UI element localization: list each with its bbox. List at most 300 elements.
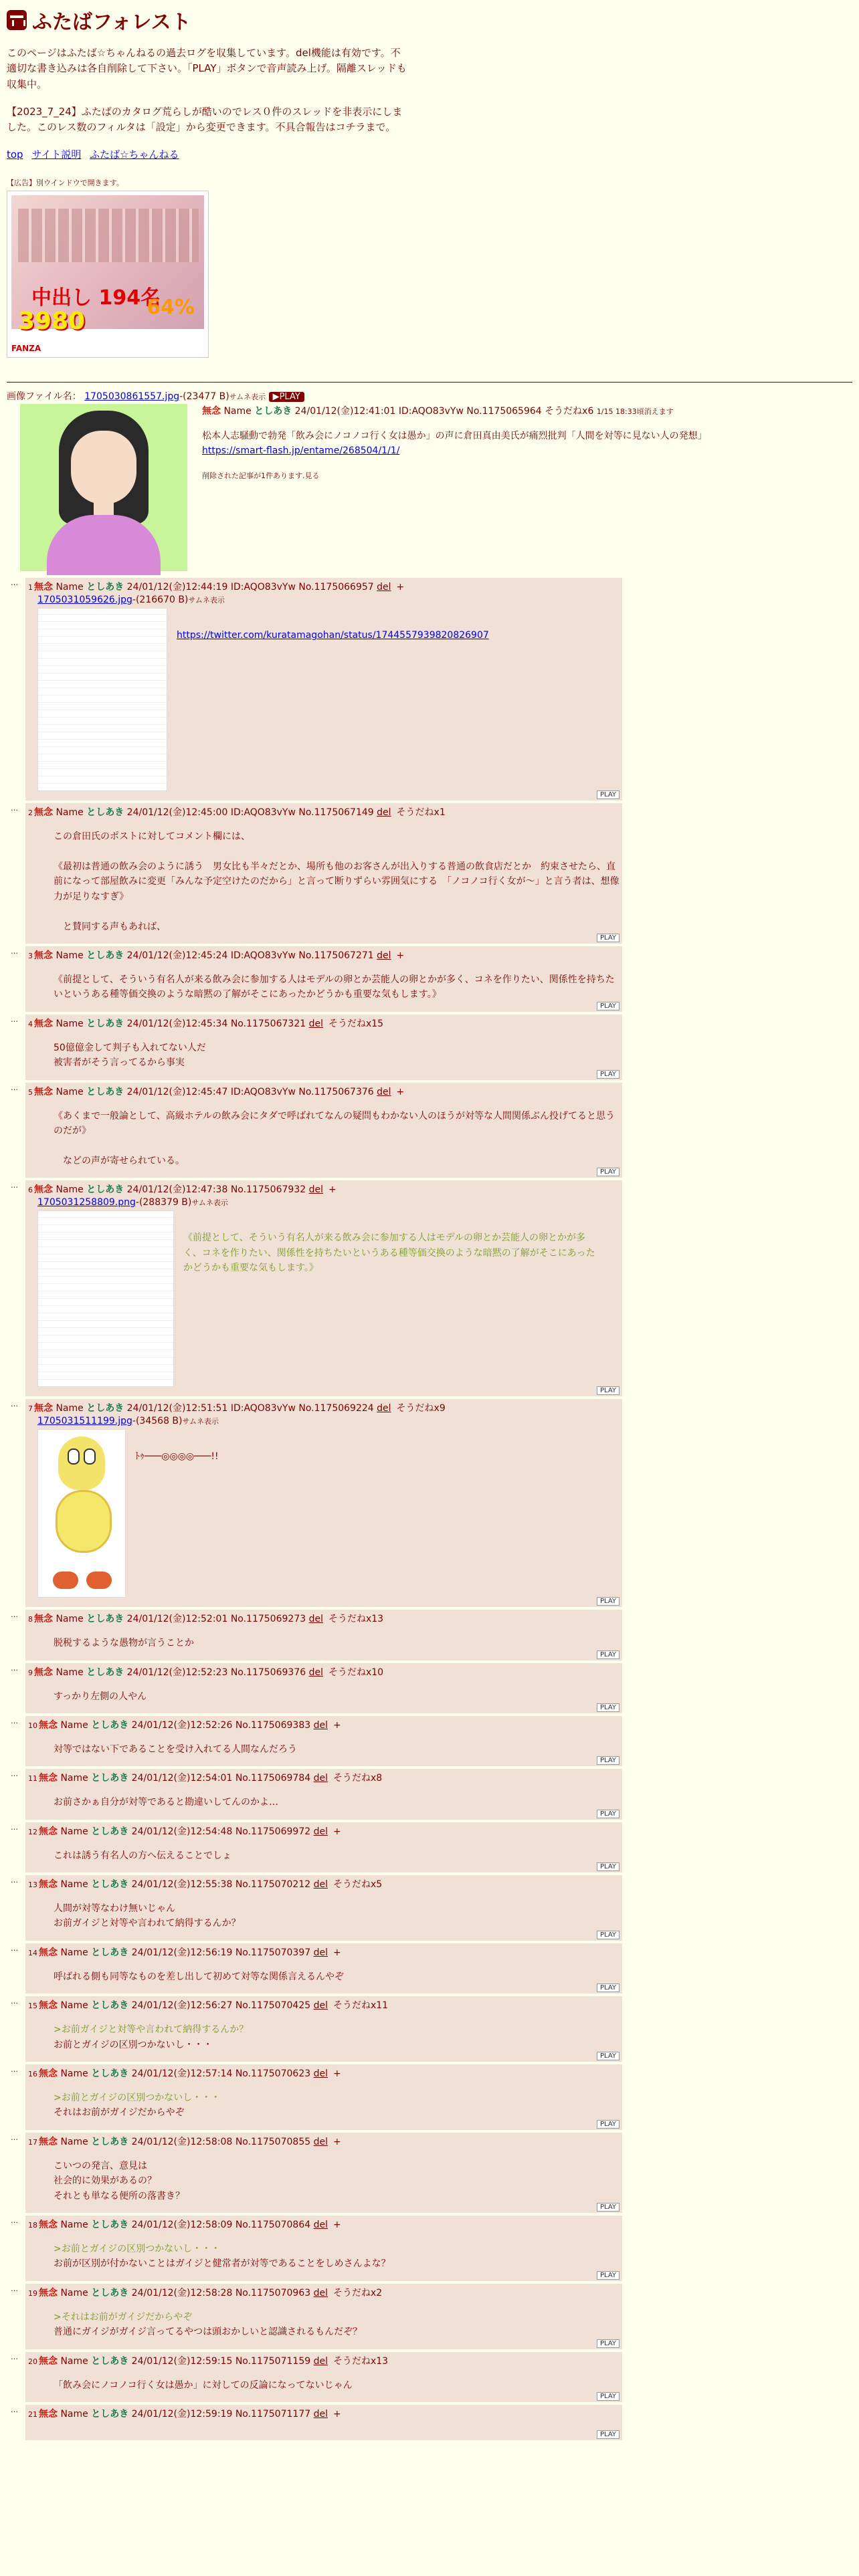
reply-subject: 無念 xyxy=(34,1086,53,1097)
reply-post xyxy=(25,1943,622,1994)
del-button[interactable]: del xyxy=(313,2000,328,2012)
site-logo-icon[interactable] xyxy=(7,10,27,30)
op-play-button[interactable]: ▶PLAY xyxy=(269,392,304,402)
reply-datetime: 24/01/12(金)12:58:09 xyxy=(131,2219,233,2230)
op-image[interactable] xyxy=(20,404,187,571)
reply-post xyxy=(25,2284,622,2349)
reply-name: としあき xyxy=(91,1826,129,1837)
reply-file-line xyxy=(37,1197,622,1208)
reply-play-button[interactable]: PLAY xyxy=(597,1386,619,1395)
thumb-toggle[interactable]: サムネ表示 xyxy=(191,1198,228,1208)
reply-side-text xyxy=(135,1449,219,1598)
reply-number[interactable]: No.1175066957 xyxy=(298,582,374,593)
op-expire: 1/15 18:33頃消えます xyxy=(596,407,674,417)
reply-image[interactable] xyxy=(37,1210,174,1387)
reply-datetime: 24/01/12(金)12:56:27 xyxy=(131,2000,233,2012)
reply-number[interactable]: No.1175070864 xyxy=(235,2219,311,2230)
reply-body xyxy=(54,2159,622,2204)
del-button[interactable]: del xyxy=(377,950,391,961)
sodane-button[interactable]: そうだねx5 xyxy=(332,1879,383,1891)
op-body xyxy=(202,404,707,571)
reply-file-size: -(216670 B) xyxy=(132,595,189,606)
name-label: Name xyxy=(60,1826,88,1837)
reply-name: としあき xyxy=(86,1086,124,1097)
reply-subject: 無念 xyxy=(39,1719,58,1731)
reply-file-link[interactable]: 1705031059626.jpg xyxy=(37,595,132,606)
op-file-line xyxy=(7,389,852,403)
reply-datetime: 24/01/12(金)12:58:28 xyxy=(131,2287,233,2298)
reply-meta xyxy=(28,2286,622,2300)
reply-name: としあき xyxy=(86,950,124,961)
reply-play-button[interactable]: PLAY xyxy=(597,2052,619,2060)
reply-dots: … xyxy=(11,1822,18,1832)
reply-datetime: 24/01/12(金)12:57:14 xyxy=(131,2068,233,2080)
reply-subject: 無念 xyxy=(39,1947,58,1958)
reply-dots: … xyxy=(11,2133,18,2142)
op-file-size: -(23477 B) xyxy=(179,391,229,403)
sodane-button[interactable]: + xyxy=(332,2068,341,2080)
reply-play-button[interactable]: PLAY xyxy=(597,2430,619,2439)
name-label: Name xyxy=(60,1947,88,1958)
reply-index: 10 xyxy=(28,1721,37,1730)
reply-index: 14 xyxy=(28,1948,37,1957)
reply-subject: 無念 xyxy=(34,950,53,961)
reply-line: こいつの発言、意見は xyxy=(54,2160,147,2171)
reply-number[interactable]: No.1175071177 xyxy=(235,2408,311,2420)
del-button[interactable]: del xyxy=(313,1947,328,1958)
reply-id[interactable]: ID:AQO83vYw xyxy=(230,807,296,819)
reply-meta xyxy=(28,1017,622,1031)
reply-wrapper xyxy=(11,1943,852,1994)
reply-wrapper xyxy=(11,1769,852,1819)
reply-body xyxy=(54,2090,622,2121)
reply-index: 13 xyxy=(28,1881,37,1890)
reply-number[interactable]: No.1175069273 xyxy=(230,1614,306,1625)
reply-dots: … xyxy=(11,1181,18,1190)
reply-meta xyxy=(28,1825,622,1839)
reply-wrapper xyxy=(11,2405,852,2440)
reply-id[interactable]: ID:AQO83vYw xyxy=(230,1086,296,1097)
reply-index: 16 xyxy=(28,2070,37,2079)
reply-number[interactable]: No.1175069784 xyxy=(235,1773,311,1784)
ad-image xyxy=(11,195,204,336)
reply-line: 対等ではない下であることを受け入れてる人間なんだろう xyxy=(54,1743,297,1755)
reply-file-line xyxy=(37,595,622,605)
reply-post xyxy=(25,1610,622,1660)
reply-meta xyxy=(28,1999,622,2013)
reply-index: 18 xyxy=(28,2220,37,2230)
reply-meta xyxy=(28,1085,622,1099)
reply-subject: 無念 xyxy=(39,2136,58,2147)
reply-dots: … xyxy=(11,1769,18,1779)
reply-wrapper xyxy=(11,1083,852,1178)
reply-dots: … xyxy=(11,1716,18,1725)
divider xyxy=(7,382,852,383)
reply-number[interactable]: No.1175069376 xyxy=(230,1667,306,1678)
reply-play-button[interactable]: PLAY xyxy=(597,2120,619,2129)
reply-wrapper xyxy=(11,1610,852,1660)
ad-brand-logo: FANZA xyxy=(11,344,41,354)
reply-name: としあき xyxy=(91,2000,129,2012)
reply-body xyxy=(54,1109,622,1169)
reply-subject: 無念 xyxy=(34,1667,53,1678)
reply-index: 20 xyxy=(28,2357,37,2366)
reply-play-button[interactable]: PLAY xyxy=(597,1650,619,1659)
file-label: 画像ファイル名： xyxy=(7,391,82,403)
reply-name: としあき xyxy=(91,2408,129,2420)
site-notice xyxy=(7,45,408,135)
name-label: Name xyxy=(56,1403,84,1414)
del-button[interactable]: del xyxy=(377,807,391,819)
reply-post xyxy=(25,578,622,800)
reply-name: としあき xyxy=(86,1614,124,1625)
reply-name: としあき xyxy=(91,1947,129,1958)
reply-number[interactable]: No.1175070425 xyxy=(235,2000,311,2012)
reply-subject: 無念 xyxy=(34,1614,53,1625)
reply-name: としあき xyxy=(91,2219,129,2230)
reply-line: 《あくまで一般論として、高級ホテルの飲み会にタダで呼ばれてなんの疑問もわかない人のほうが対等な人間関係ぶん投げてると思うのだが》 xyxy=(54,1110,615,1136)
reply-file-link[interactable]: 1705031258809.png xyxy=(37,1197,136,1208)
del-button[interactable]: del xyxy=(313,2287,328,2298)
site-header xyxy=(7,5,852,35)
reply-dots: … xyxy=(11,1014,18,1024)
name-label: Name xyxy=(60,2136,88,2147)
reply-name: としあき xyxy=(91,2355,129,2367)
reply-number[interactable]: No.1175069383 xyxy=(235,1719,311,1731)
reply-subject: 無念 xyxy=(39,2219,58,2230)
reply-meta xyxy=(28,2355,622,2369)
del-button[interactable]: del xyxy=(313,2219,328,2230)
reply-post xyxy=(25,2405,622,2440)
reply-post xyxy=(25,1180,622,1396)
del-button[interactable]: del xyxy=(313,2408,328,2420)
name-label: Name xyxy=(56,807,84,819)
del-button[interactable]: del xyxy=(308,1184,323,1196)
reply-line: お前ガイジと対等や言われて納得するんか？ xyxy=(54,1918,241,1929)
sodane-button[interactable]: そうだねx11 xyxy=(332,2000,389,2012)
reply-datetime: 24/01/12(金)12:58:08 xyxy=(131,2136,233,2147)
reply-play-button[interactable]: PLAY xyxy=(597,2392,619,2401)
op-sodane[interactable]: そうだねx6 xyxy=(545,406,594,417)
reply-subject: 無念 xyxy=(39,2355,58,2367)
reply-name: としあき xyxy=(91,2068,129,2080)
reply-wrapper xyxy=(11,1716,852,1766)
reply-subject: 無念 xyxy=(39,2068,58,2080)
reply-image[interactable] xyxy=(37,608,167,791)
reply-meta xyxy=(28,1719,622,1733)
reply-play-button[interactable]: PLAY xyxy=(597,1810,619,1818)
reply-file-size: -(34568 B) xyxy=(132,1416,183,1427)
sodane-button[interactable]: + xyxy=(332,2136,341,2147)
ad-price: 3980 xyxy=(18,308,86,336)
reply-meta xyxy=(28,1402,622,1416)
reply-number[interactable]: No.1175069224 xyxy=(298,1403,374,1414)
reply-line: お前が区別が付かないことはガイジと健常者が対等であることをしめさんよな？ xyxy=(54,2258,391,2270)
reply-image[interactable] xyxy=(37,1429,126,1598)
ad-grid xyxy=(18,209,199,262)
sodane-button[interactable]: そうだねx13 xyxy=(328,1614,384,1625)
op-text: 松本人志騒動で勃発「飲み会にノコノコ行く女は愚か」の声に倉田真由美氏が痛烈批判「人間を対等に見ない人の発想」 xyxy=(202,430,707,441)
op-thumb-toggle[interactable]: サムネ表示 xyxy=(229,393,266,402)
reply-name: としあき xyxy=(86,1403,124,1414)
reply-line: 呼ばれる側も同等なものを差し出して初めて対等な関係言えるんやぞ xyxy=(54,1971,344,1982)
del-button[interactable]: del xyxy=(313,1826,328,1837)
op-post xyxy=(7,404,852,571)
name-label: Name xyxy=(60,2287,88,2298)
reply-play-button[interactable]: PLAY xyxy=(597,934,619,942)
reply-wrapper xyxy=(11,1663,852,1713)
del-button[interactable]: del xyxy=(377,582,391,593)
reply-name: としあき xyxy=(86,1667,124,1678)
thumb-toggle[interactable]: サムネ表示 xyxy=(188,596,225,605)
reply-index: 2 xyxy=(28,809,33,818)
reply-subject: 無念 xyxy=(39,2000,58,2012)
name-label: Name xyxy=(56,1086,84,1097)
reply-line: 脱税するような愚物が言うことか xyxy=(54,1638,194,1649)
deleted-note[interactable]: 削除された記事が1件あります.見る xyxy=(202,471,320,481)
reply-index: 5 xyxy=(28,1087,33,1097)
op-meta xyxy=(202,404,707,419)
reply-line: 人間が対等なわけ無いじゃん xyxy=(54,1903,175,1915)
reply-name: としあき xyxy=(91,1773,129,1784)
link-site-info[interactable]: サイト説明 xyxy=(31,148,82,161)
reply-index: 4 xyxy=(28,1019,33,1029)
reply-number[interactable]: No.1175070855 xyxy=(235,2136,311,2147)
op-number[interactable]: No.1175065964 xyxy=(466,406,542,417)
reply-play-button[interactable]: PLAY xyxy=(597,2203,619,2212)
reply-wrapper xyxy=(11,578,852,800)
reply-side-text xyxy=(177,628,489,791)
reply-subject: 無念 xyxy=(39,2287,58,2298)
reply-meta xyxy=(28,1612,622,1626)
reply-name: としあき xyxy=(91,1879,129,1891)
reply-play-button[interactable]: PLAY xyxy=(597,1703,619,1712)
link-futaba[interactable]: ふたば☆ちゃんねる xyxy=(90,148,179,161)
reply-play-button[interactable]: PLAY xyxy=(597,1756,619,1765)
reply-thumb-row xyxy=(37,1210,622,1387)
reply-datetime: 24/01/12(金)12:55:38 xyxy=(131,1879,233,1891)
sodane-button[interactable]: そうだねx9 xyxy=(396,1403,446,1414)
reply-body xyxy=(54,1636,622,1650)
notice-update: 【2023_7_24】ふたばのカタログ荒らしが酷いのでレス０件のスレッドを非表示にしました。このレス数のフィルタは「設定」から変更できます。不具合報告はコチラまで。 xyxy=(7,105,403,133)
site-title[interactable]: ふたばフォレスト xyxy=(32,11,191,34)
reply-body xyxy=(54,829,622,934)
reply-wrapper xyxy=(11,2352,852,2402)
reply-datetime: 24/01/12(金)12:56:19 xyxy=(131,1947,233,1958)
sodane-button[interactable]: + xyxy=(396,582,405,593)
reply-wrapper xyxy=(11,946,852,1012)
reply-subject: 無念 xyxy=(34,807,53,819)
reply-name: としあき xyxy=(86,807,124,819)
reply-number[interactable]: No.1175070212 xyxy=(235,1879,311,1891)
reply-wrapper xyxy=(11,2284,852,2349)
reply-index: 8 xyxy=(28,1615,33,1624)
sodane-button[interactable]: + xyxy=(332,1826,341,1837)
reply-play-button[interactable]: PLAY xyxy=(597,790,619,799)
reply-post xyxy=(25,946,622,1012)
reply-meta xyxy=(28,1666,622,1680)
reply-id[interactable]: ID:AQO83vYw xyxy=(230,1403,296,1414)
reply-play-button[interactable]: PLAY xyxy=(597,2271,619,2280)
reply-name: としあき xyxy=(86,1018,124,1029)
name-label: Name xyxy=(60,2000,88,2012)
reply-datetime: 24/01/12(金)12:45:47 xyxy=(126,1086,228,1097)
reply-list xyxy=(11,578,852,2440)
reply-file-line xyxy=(37,1416,622,1426)
notice-text: このページはふたば☆ちゃんねるの過去ログを収集しています。del機能は有効です。不適切な書き込みは各自削除して下さい。「PLAY」ボタンで音声読み上げ。隔離スレッドも収集中。 xyxy=(7,47,407,90)
nav-links xyxy=(7,147,852,161)
reply-body xyxy=(54,2378,622,2393)
del-button[interactable]: del xyxy=(313,1879,328,1891)
sodane-button[interactable]: + xyxy=(396,950,405,961)
reply-play-button[interactable]: PLAY xyxy=(597,1983,619,1992)
reply-meta xyxy=(28,1183,622,1197)
reply-wrapper xyxy=(11,1822,852,1872)
reply-post xyxy=(25,803,622,944)
reply-post xyxy=(25,1769,622,1819)
del-button[interactable]: del xyxy=(377,1086,391,1097)
reply-body xyxy=(54,972,622,1002)
sodane-button[interactable]: そうだねx15 xyxy=(328,1018,384,1029)
reply-body xyxy=(54,2022,622,2052)
link-top[interactable]: top xyxy=(7,148,23,161)
reply-line: ﾄｩ───◎◎◎◎───!! xyxy=(135,1451,219,1463)
sodane-button[interactable]: + xyxy=(328,1184,337,1196)
name-label: Name xyxy=(223,406,252,417)
ad-label: 【広告】別ウインドウで開きます。 xyxy=(7,179,124,188)
reply-meta xyxy=(28,2067,622,2081)
reply-link[interactable]: https://twitter.com/kuratamagohan/status/1744557939820826907 xyxy=(177,630,489,641)
name-label: Name xyxy=(60,1773,88,1784)
ad-headline: 中出し 194名 xyxy=(31,286,161,310)
op-link[interactable]: https://smart-flash.jp/entame/268504/1/1/ xyxy=(202,445,400,457)
reply-play-button[interactable]: PLAY xyxy=(597,1070,619,1079)
reply-id[interactable]: ID:AQO83vYw xyxy=(230,950,296,961)
reply-number[interactable]: No.1175070623 xyxy=(235,2068,311,2080)
reply-subject: 無念 xyxy=(34,1018,53,1029)
reply-line: お前さかぁ自分が対等であると勘違いしてんのかよ… xyxy=(54,1797,278,1808)
op-subject: 無念 xyxy=(202,406,221,417)
reply-wrapper xyxy=(11,803,852,944)
thumb-toggle[interactable]: サムネ表示 xyxy=(182,1417,219,1426)
reply-number[interactable]: No.1175071159 xyxy=(235,2355,311,2367)
reply-datetime: 24/01/12(金)12:52:01 xyxy=(126,1614,228,1625)
reply-subject: 無念 xyxy=(34,1184,53,1196)
reply-meta xyxy=(28,806,622,820)
reply-dots: … xyxy=(11,2216,18,2225)
del-button[interactable]: del xyxy=(313,1719,328,1731)
reply-play-button[interactable]: PLAY xyxy=(597,1002,619,1010)
reply-subject: 無念 xyxy=(34,582,53,593)
reply-file-size: -(288379 B) xyxy=(135,1197,192,1208)
name-label: Name xyxy=(56,1184,84,1196)
reply-meta xyxy=(28,2218,622,2232)
reply-dots: … xyxy=(11,578,18,588)
reply-play-button[interactable]: PLAY xyxy=(597,1597,619,1606)
sodane-button[interactable]: + xyxy=(396,1086,405,1097)
ad-banner[interactable] xyxy=(7,191,209,358)
reply-dots: … xyxy=(11,804,18,813)
reply-number[interactable]: No.1175069972 xyxy=(235,1826,311,1837)
reply-number[interactable]: No.1175067321 xyxy=(230,1018,306,1029)
reply-number[interactable]: No.1175070963 xyxy=(235,2287,311,2298)
reply-datetime: 24/01/12(金)12:47:38 xyxy=(126,1184,228,1196)
sodane-button[interactable]: + xyxy=(332,2219,341,2230)
reply-datetime: 24/01/12(金)12:54:48 xyxy=(131,1826,233,1837)
reply-body xyxy=(54,1742,622,1757)
reply-post xyxy=(25,1083,622,1178)
reply-wrapper xyxy=(11,1399,852,1607)
op-id[interactable]: ID:AQO83vYw xyxy=(398,406,464,417)
del-button[interactable]: del xyxy=(308,1667,323,1678)
reply-index: 3 xyxy=(28,951,33,960)
reply-play-button[interactable]: PLAY xyxy=(597,2339,619,2348)
reply-play-button[interactable]: PLAY xyxy=(597,1862,619,1871)
sodane-button[interactable]: そうだねx2 xyxy=(332,2287,383,2298)
del-button[interactable]: del xyxy=(313,2068,328,2080)
reply-datetime: 24/01/12(金)12:59:19 xyxy=(131,2408,233,2420)
quote-text: >お前ガイジと対等や言われて納得するんか？ xyxy=(54,2024,249,2036)
reply-datetime: 24/01/12(金)12:44:19 xyxy=(126,582,228,593)
del-button[interactable]: del xyxy=(313,2355,328,2367)
sodane-button[interactable]: + xyxy=(332,1947,341,1958)
reply-body xyxy=(54,2310,622,2340)
op-file-link[interactable]: 1705030861557.jpg xyxy=(84,391,180,403)
reply-meta xyxy=(28,2407,622,2422)
reply-dots: … xyxy=(11,1943,18,1953)
quote-text: 《前提として、そういう有名人が来る飲み会に参加する人はモデルの卵とか芸能人の卵とかが多く、コネを作りたい、関係性を持ちたいというある種等価交換のような暗黙の了解がそこにあったかどうかも重要な気もします。》 xyxy=(183,1232,595,1273)
sodane-button[interactable]: そうだねx13 xyxy=(332,2355,389,2367)
del-button[interactable]: del xyxy=(313,1773,328,1784)
reply-index: 17 xyxy=(28,2137,37,2147)
reply-wrapper xyxy=(11,1014,852,1080)
reply-id[interactable]: ID:AQO83vYw xyxy=(230,582,296,593)
reply-wrapper xyxy=(11,1875,852,1941)
reply-meta xyxy=(28,949,622,963)
del-button[interactable]: del xyxy=(308,1614,323,1625)
reply-number[interactable]: No.1175067149 xyxy=(298,807,374,819)
reply-subject: 無念 xyxy=(39,1773,58,1784)
reply-body xyxy=(54,1689,622,1704)
reply-index: 6 xyxy=(28,1186,33,1195)
reply-number[interactable]: No.1175067376 xyxy=(298,1086,374,1097)
sodane-button[interactable]: そうだねx1 xyxy=(396,807,446,819)
del-button[interactable]: del xyxy=(377,1403,391,1414)
reply-thumb-row xyxy=(37,608,622,791)
reply-thumb-row xyxy=(37,1429,622,1598)
reply-index: 11 xyxy=(28,1774,37,1784)
sodane-button[interactable]: + xyxy=(332,1719,341,1731)
reply-play-button[interactable]: PLAY xyxy=(597,1168,619,1176)
reply-body xyxy=(54,1795,622,1810)
del-button[interactable]: del xyxy=(313,2136,328,2147)
reply-name: としあき xyxy=(91,2136,129,2147)
reply-line: 「飲み会にノコノコ行く女は愚か」に対しての反論になってないじゃん xyxy=(54,2379,353,2391)
sodane-button[interactable]: そうだねx10 xyxy=(328,1667,384,1678)
reply-index: 1 xyxy=(28,583,33,593)
del-button[interactable]: del xyxy=(308,1018,323,1029)
sodane-button[interactable]: + xyxy=(332,2408,341,2420)
reply-post xyxy=(25,2216,622,2281)
reply-datetime: 24/01/12(金)12:45:24 xyxy=(126,950,228,961)
reply-number[interactable]: No.1175067271 xyxy=(298,950,374,961)
reply-number[interactable]: No.1175070397 xyxy=(235,1947,311,1958)
reply-file-link[interactable]: 1705031511199.jpg xyxy=(37,1416,132,1427)
reply-play-button[interactable]: PLAY xyxy=(597,1931,619,1939)
reply-number[interactable]: No.1175067932 xyxy=(230,1184,306,1196)
sodane-button[interactable]: そうだねx8 xyxy=(332,1773,383,1784)
reply-line: お前とガイジの区別つかないし・・・ xyxy=(54,2039,213,2050)
